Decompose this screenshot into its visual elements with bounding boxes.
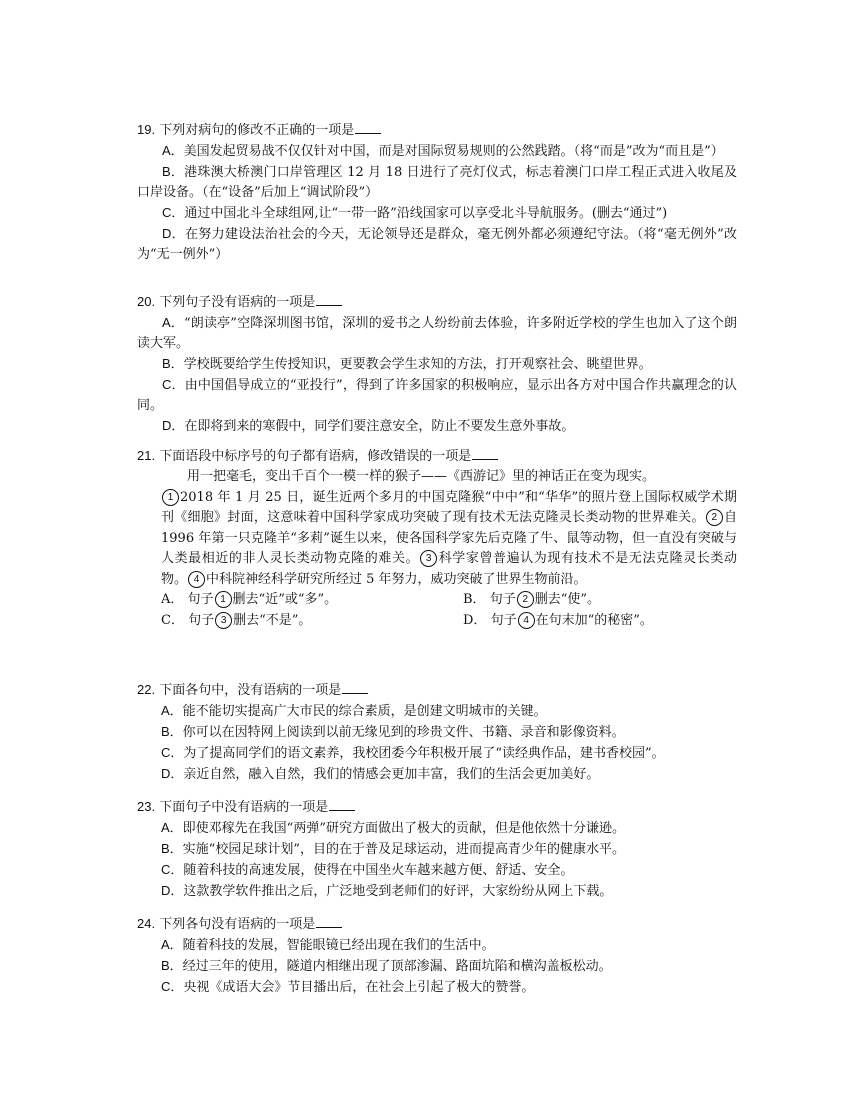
answer-blank[interactable] <box>472 447 498 460</box>
option-d: D．在即将到来的寒假中，同学们要注意安全，防止不要发生意外事故。 <box>162 418 575 434</box>
option-a: A．随着科技的发展，智能眼镜已经出现在我们的生活中。 <box>161 937 495 953</box>
question-24 <box>137 914 737 998</box>
question-21 <box>137 446 737 631</box>
option-c: C． 句子 3 删去“不是”。 <box>161 612 312 628</box>
question-stem: 23. 下面句子中没有语病的一项是 <box>137 797 737 818</box>
question-stem: 21. 下面语段中标序号的句子都有语病，修改错误的一项是 <box>137 446 737 467</box>
answer-blank[interactable] <box>316 915 342 928</box>
question-20 <box>137 292 737 437</box>
option-d: D． 句子 4 在句末加“的秘密”。 <box>463 612 653 628</box>
option-b: B．经过三年的使用，隧道内相继出现了顶部渗漏、路面坑陷和横沟盖板松动。 <box>161 958 612 974</box>
option-d: D．亲近自然，融入自然，我们的情感会更加丰富，我们的生活会更加美好。 <box>161 766 600 782</box>
answer-blank[interactable] <box>329 798 355 811</box>
option-a: A．美国发起贸易战不仅仅针对中国，而是对国际贸易规则的公然践踏。（将“而是”改为“而且是”） <box>162 143 724 159</box>
passage: 用一把毫毛，变出千百个一模一样的猴子——《西游记》里的神话正在变为现实。 1 2018 年 1 月 25 日，诞生近两个多月的中国克隆猴“中中”和“华华”的照片登上国际权威学术期刊《细胞》封面，这意味着中国科学家成功突破了现有技术无法克隆灵长类动物的世界难关。 2 自 1996 年第一只克隆羊“多莉”诞生以来，使各国科学家先后克隆了牛、鼠等动物，但一直没有突破与人类最相近的非人灵长类动物克隆的难关。 3 科学家曾普遍认为现有技术不是无法克隆灵长类动物。 4 中科院神经科学研究所经过 5 年努力，威功突破了世界生物前沿。 <box>161 469 737 587</box>
option-c: C．通过中国北斗全球组网,让“一带一路”沿线国家可以享受北斗导航服务。(删去“通过”) <box>162 205 668 221</box>
answer-blank[interactable] <box>355 121 381 134</box>
option-d: D．这款教学软件推出之后，广泛地受到老师们的好评，大家纷纷从网上下载。 <box>161 883 613 899</box>
question-19 <box>137 120 737 265</box>
option-b: B．实施“校园足球计划”，目的在于普及足球运动，进而提高青少年的健康水平。 <box>161 841 625 857</box>
option-b: B．学校既要给学生传授知识，更要教会学生求知的方法，打开观察社会、眺望世界。 <box>162 356 652 372</box>
option-c: C．央视《成语大会》节目播出后，在社会上引起了极大的赞誉。 <box>161 979 535 995</box>
option-b: B． 句子 2 删去“使”。 <box>463 592 601 607</box>
answer-blank[interactable] <box>342 681 368 694</box>
sentence-marker-3: 3 <box>420 550 437 567</box>
question-stem: 20. 下列句子没有语病的一项是 <box>137 292 737 313</box>
option-c: C．为了提高同学们的语文素养，我校团委今年积极开展了“读经典作品，建书香校园”。 <box>161 745 665 761</box>
option-b: B．你可以在因特网上阅读到以前无缘见到的珍贵文件、书籍、录音和影像资料。 <box>161 724 625 740</box>
question-22 <box>137 680 737 785</box>
option-a: A．“朗读亭”空降深圳图书馆，深圳的爱书之人纷纷前去体验，许多附近学校的学生也加入了这个朗读大军。 <box>137 315 738 351</box>
option-c: C．随着科技的高速发展，使得在中国坐火车越来越方便、舒适、安全。 <box>161 862 574 878</box>
sentence-marker-4: 4 <box>188 571 205 588</box>
option-a: A． 句子 1 删去“近”或“多”。 <box>161 592 338 607</box>
option-c: C．由中国倡导成立的“亚投行”，得到了许多国家的积极响应，显示出各方对中国合作共赢理念的认同。 <box>137 377 738 413</box>
question-stem: 24. 下列各句没有语病的一项是 <box>137 914 737 935</box>
question-23 <box>137 797 737 902</box>
question-stem: 19. 下列对病句的修改不正确的一项是 <box>137 120 737 141</box>
sentence-marker-2: 2 <box>706 509 723 526</box>
option-b: B．港珠澳大桥澳门口岸管理区 12 月 18 日进行了亮灯仪式，标志着澳门口岸工程正式进入收尾及口岸设备。（在“设备”后加上“调试阶段”） <box>137 164 737 200</box>
options-grid <box>137 590 737 631</box>
question-stem: 22. 下面各句中，没有语病的一项是 <box>137 680 737 701</box>
sentence-marker-1: 1 <box>162 489 179 506</box>
answer-blank[interactable] <box>316 293 342 306</box>
option-a: A．即使邓稼先在我国“两弹”研究方面做出了极大的贡献，但是他依然十分谦逊。 <box>161 820 625 836</box>
option-d: D．在努力建设法治社会的今天，无论领导还是群众，毫无例外都必须遵纪守法。（将“毫无例外”改为“无一例外”） <box>137 226 738 262</box>
option-a: A．能不能切实提高广大市民的综合素质，是创建文明城市的关键。 <box>161 703 547 719</box>
